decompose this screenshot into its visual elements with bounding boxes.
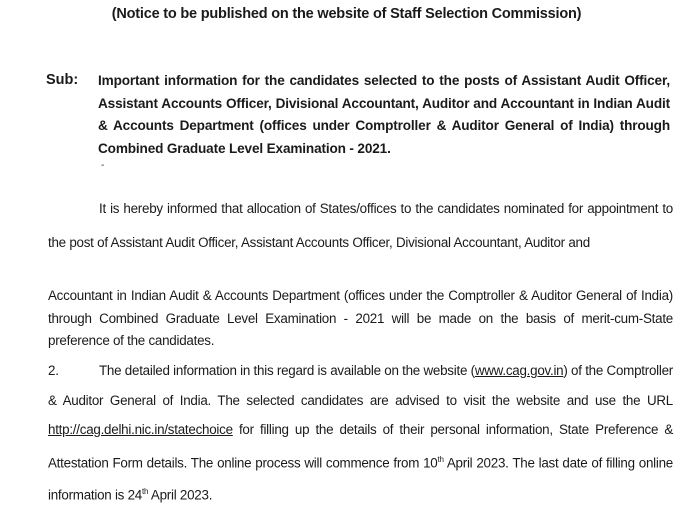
paragraph-2-number: 2.	[48, 363, 59, 378]
paragraph-2-text-b: ) of the Comptroller & Auditor General of India. The selected candidates are advised to visit the website and use the URL	[48, 363, 673, 408]
paragraph-1-main: It is hereby informed that allocation of States/offices to the candidates nominated for appointment to the post of Assistant Audit Officer, Assistant Accounts Officer, Divisional Accountant, Auditor and	[48, 201, 673, 250]
notice-title: (Notice to be published on the website of Staff Selection Commission)	[111, 6, 582, 22]
paragraph-2-text-c: for filling up the details of their personal information, State Preference & Attestation Form details. The online process will commence from 10	[48, 422, 673, 470]
subject-label: Sub:	[46, 72, 79, 88]
superscript-th: th	[142, 487, 149, 497]
cag-website-link[interactable]: www.cag.gov.in	[474, 363, 564, 378]
paragraph-2-text-d: April 2023. The last date of filling online information is 24	[48, 454, 673, 503]
paragraph-2-text-a: The detailed information in this regard is available on the website (	[99, 363, 475, 378]
stray-mark: -	[101, 160, 105, 171]
paragraph-2	[48, 356, 673, 510]
subject-text: Important information for the candidates selected to the posts of Assistant Audit Officer, Assistant Accounts Officer, Divisional Accountant, Auditor and Accountant in Indian Audit & Accounts Department (offices under Comptroller & Auditor General of India) through Combined Graduate Level Examination - 2021.	[98, 73, 670, 156]
superscript-th: th	[437, 454, 444, 464]
paragraph-1-tail: Accountant in Indian Audit & Accounts Department (offices under the Comptroller & Auditor General of India) through Combined Graduate Level Examination - 2021 will be made on the basis of merit-cum-State preference of the candidates.	[48, 288, 673, 348]
statechoice-url-link[interactable]: http://cag.delhi.nic.in/statechoice	[48, 422, 233, 437]
paragraph-2-text-e: April 2023.	[148, 487, 213, 503]
